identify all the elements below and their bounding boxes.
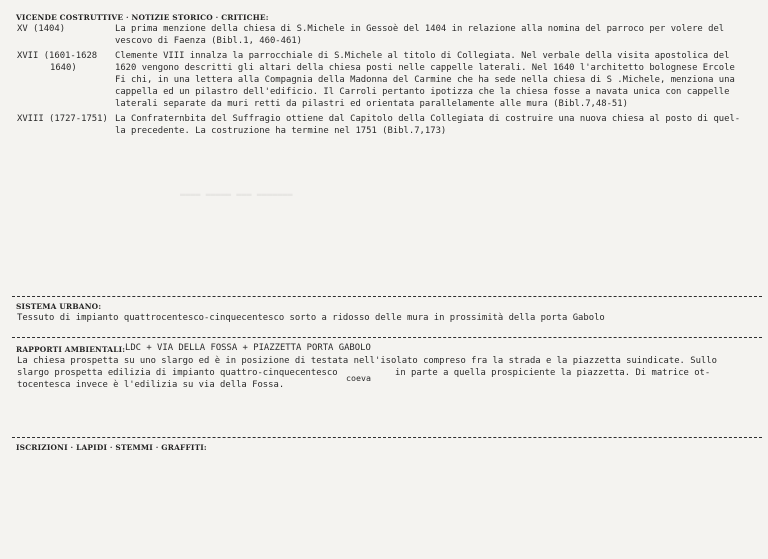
section-divider [12,296,762,297]
entry-text-line: vescovo di Faenza (Bibl.1, 460-461) [115,36,303,46]
entry-date: XVIII (1727-1751) [17,114,108,124]
entry-text-line: Clemente VIII innalza la parrocchiale di S.Michele al titolo di Collegiata. Nel verbale della visita apostolica del [115,51,730,61]
vicende-section-title: VICENDE COSTRUTTIVE · NOTIZIE STORICO · CRITICHE: [16,13,269,22]
sistema-text: Tessuto di impianto quattrocentesco-cinquecentesco sorto a ridosso delle mura in prossimità della porta Gabolo [17,313,605,323]
section-divider [12,337,762,338]
entry-date: XV (1404) [17,24,66,34]
entry-text-line: la precedente. La costruzione ha termine nel 1751 (Bibl.7,173) [115,126,447,136]
iscrizioni-section-title: ISCRIZIONI · LAPIDI · STEMMI · GRAFFITI: [16,443,207,452]
rapporti-text-line: slargo prospetta edilizia di impianto quattro-cinquecentesco [17,368,338,378]
entry-text-line: cappella ed un pilastro dell'edificio. Il Carroli pertanto ipotizza che la chiesa fosse a navata unica con cappelle [115,87,730,97]
section-divider [12,437,762,438]
rapporti-text-line: tocentesca invece è l'edilizia su via della Fossa. [17,380,285,390]
entry-text-line: Fi chi, in una lettera alla Compagnia della Madonna del Carmine che ha sede nella chiesa di S .Michele, menziona una [115,75,735,85]
sistema-section-title: SISTEMA URBANO: [16,302,102,311]
entry-text-line: 1620 vengono descritti gli altari della chiesa posti nelle cappelle laterali. Nel 1640 l'architetto bolognese Ercole [115,63,735,73]
entry-text-line: La Confraternbita del Suffragio ottiene dal Capitolo della Collegiata di costruire una nuova chiesa al posto di quel- [115,114,741,124]
rapporti-text-line: in parte a quella prospiciente la piazzetta. Di matrice ot- [395,368,711,378]
entry-date: 1640) [50,63,77,73]
rapporti-inserted-word: coeva [346,373,371,383]
rapporti-section-title: RAPPORTI AMBIENTALI: [16,345,126,354]
rapporti-subtitle: LDC + VIA DELLA FOSSA + PIAZZETTA PORTA GABOLO [125,343,371,353]
entry-date: XVII (1601-1628 [17,51,98,61]
rapporti-text-line: La chiesa prospetta su uno slargo ed è in posizione di testata nell'isolato compreso fra la strada e la piazzetta suindicate. Sullo [17,356,717,366]
show-through-texture: ▬▬▬▬ ▬▬▬▬▬ ▬▬▬ ▬▬▬▬▬▬▬ [180,190,293,200]
entry-text-line: laterali separate da muri retti da pilastri ed orientata parallelamente alle mura (Bibl.7,48-51) [115,99,628,109]
entry-text-line: La prima menzione della chiesa di S.Michele in Gessoè del 1404 in relazione alla nomina del parroco per volere del [115,24,725,34]
